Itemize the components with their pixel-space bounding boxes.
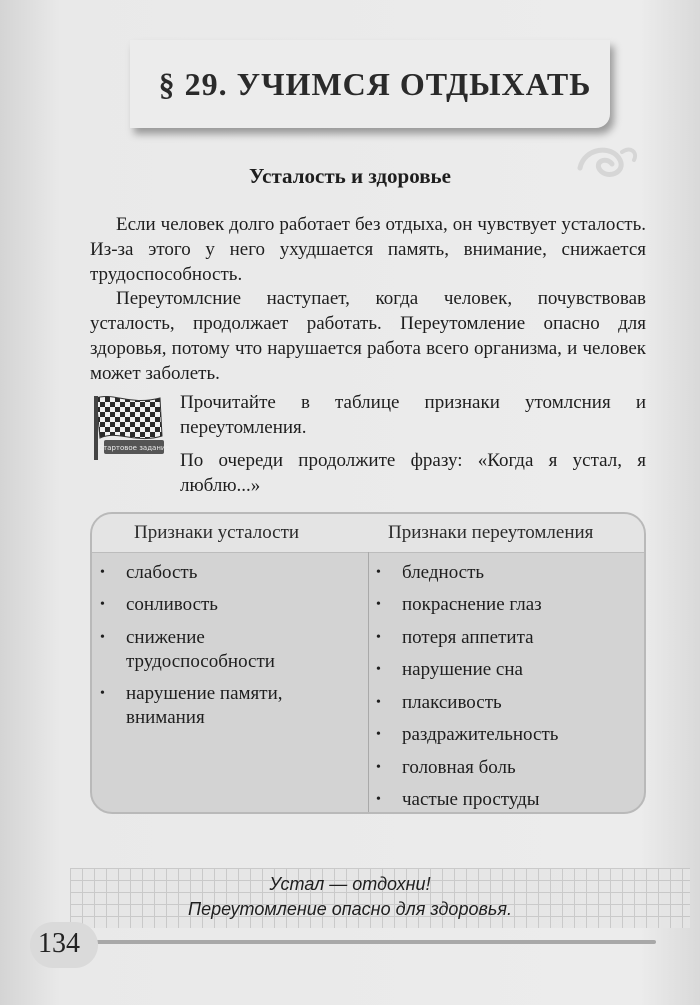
section-subtitle: Усталость и здоровье [249, 164, 451, 188]
list-item: • нарушение памяти, внимания [92, 682, 354, 730]
col-header-fatigue: Признаки усталости [134, 522, 300, 543]
paragraph-2: Переутомлсние наступает, когда человек, почувствовав усталость, продолжает работать. Переутомление опасно для здоровья, потому что нарушается работа всего организма, и человек может заболеть. [90, 288, 646, 384]
checkered-flag-icon [90, 392, 170, 464]
overfatigue-signs-list [368, 552, 638, 812]
list-item: • потеря аппетита [368, 626, 638, 650]
flag-caption: Стартовое задание [98, 444, 170, 452]
list-item: • слабость [92, 561, 354, 585]
list-item: • головная боль [368, 756, 638, 780]
list-item: • покраснение глаз [368, 593, 638, 617]
list-item: • снижение трудоспособности [92, 626, 354, 674]
footer-rule [96, 940, 656, 944]
motto-line-1: Устал — отдохни! [269, 874, 431, 894]
fatigue-signs-list [92, 552, 354, 730]
col-header-overfatigue: Признаки переутомления [388, 522, 594, 543]
list-item: • нарушение сна [368, 658, 638, 682]
task-line-2: По очереди продолжите фразу: «Когда я устал, я люблю...» [180, 450, 646, 496]
task-line-1: Прочитайте в таблице признаки утомлсния и переутомления. [180, 392, 646, 438]
motto-line-2: Переутомление опасно для здоровья. [188, 899, 512, 919]
signs-table [90, 512, 646, 814]
list-item: • плаксивость [368, 691, 638, 715]
list-item: • частые простуды [368, 788, 638, 812]
list-item: • сонливость [92, 593, 354, 617]
list-item: • бледность [368, 561, 638, 585]
list-item: • раздражительность [368, 723, 638, 747]
page-number: 134 [38, 928, 80, 959]
paragraph-1: Если человек долго работает без отдыха, он чувствует усталость. Из-за этого у него ухудшается память, внимание, снижается трудоспособность. [90, 214, 646, 285]
page-title: § 29. УЧИМСЯ ОТДЫХАТЬ [158, 66, 592, 102]
